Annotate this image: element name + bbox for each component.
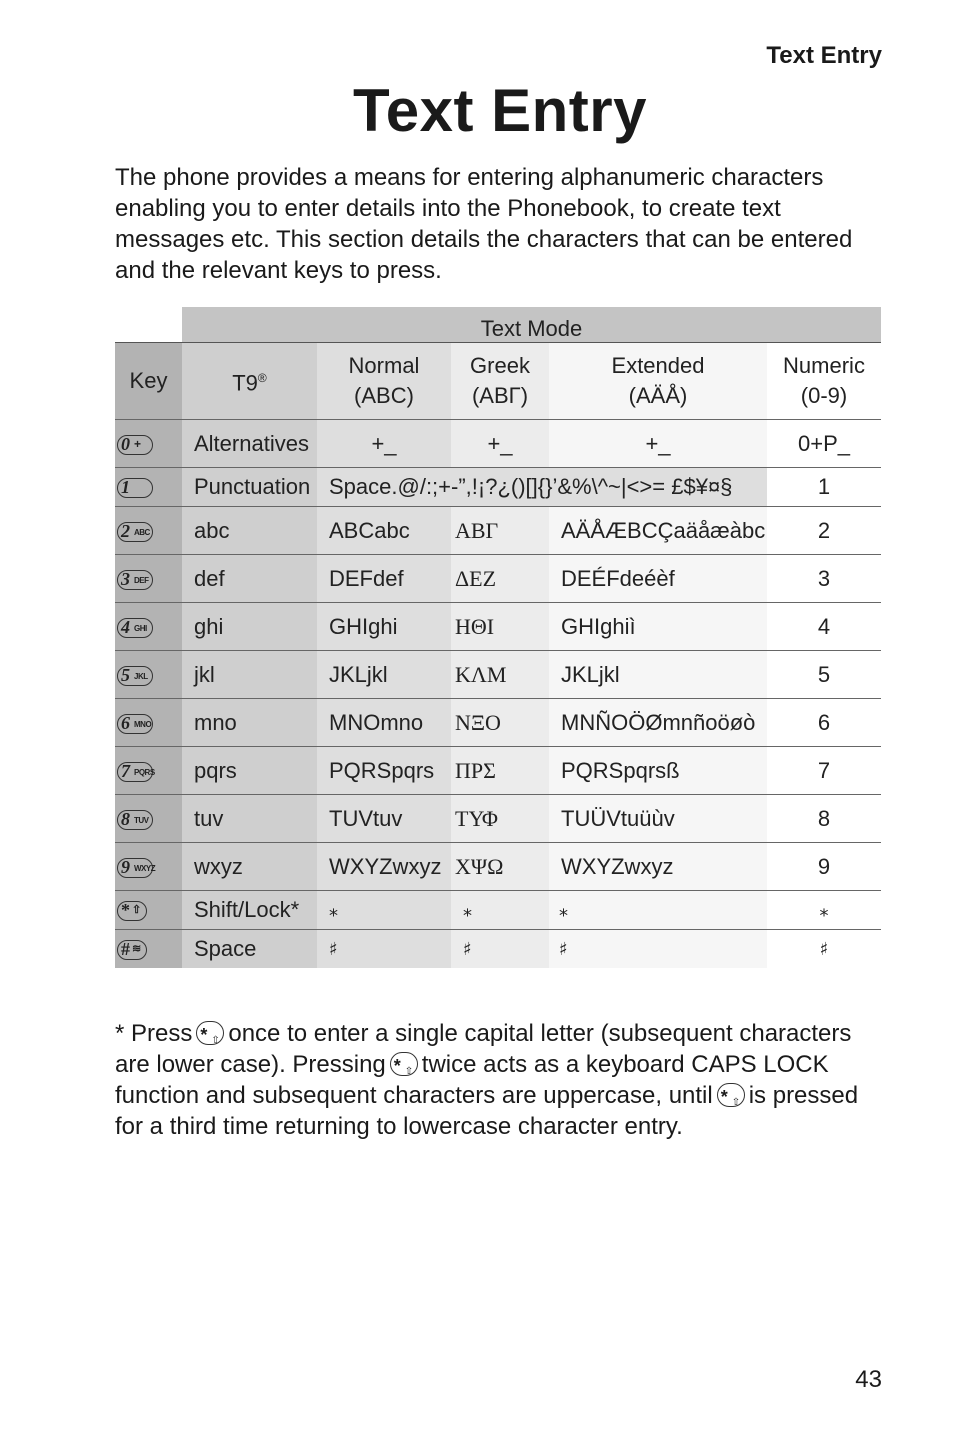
key-hash-icon: # ≋ bbox=[117, 940, 147, 960]
star-key-icon: * ⇧ bbox=[717, 1083, 745, 1107]
hash-symbol-icon: ♯ bbox=[317, 930, 451, 969]
key-9-icon: 9 WXYZ bbox=[117, 858, 153, 878]
table-row: 3 DEF def DEFdef ΔΕΖ DEÉFdeéèf 3 bbox=[115, 555, 881, 603]
key-4-icon: 4 GHI bbox=[117, 618, 153, 638]
table-row: 4 GHI ghi GHIghi ΗΘΙ GHIghiì 4 bbox=[115, 603, 881, 651]
page-number: 43 bbox=[855, 1366, 882, 1393]
star-symbol-icon: ⁎ bbox=[317, 891, 451, 930]
table-row: 1 Punctuation Space.@/:;+-”,!¡?¿()[]{}’&%\^~|<>= £$¥¤§ 1 bbox=[115, 468, 881, 507]
running-header: Text Entry bbox=[766, 42, 882, 69]
star-symbol-icon: ⁎ bbox=[549, 891, 767, 930]
table-row: * ⇧ Shift/Lock* ⁎ ⁎ ⁎ ⁎ bbox=[115, 891, 881, 930]
key-7-icon: 7 PQRS bbox=[117, 762, 153, 782]
col-header-normal: Normal (ABC) bbox=[317, 343, 451, 420]
table-row: # ≋ Space ♯ ♯ ♯ ♯ bbox=[115, 930, 881, 969]
table-row: 9 WXYZ wxyz WXYZwxyz ΧΨΩ WXYZwxyz 9 bbox=[115, 843, 881, 891]
key-5-icon: 5 JKL bbox=[117, 666, 153, 686]
page-title: Text Entry bbox=[353, 77, 647, 144]
col-header-greek: Greek (ΑΒΓ) bbox=[451, 343, 549, 420]
star-key-icon: * ⇧ bbox=[196, 1021, 224, 1045]
blank-corner bbox=[115, 307, 182, 343]
key-2-icon: 2 ABC bbox=[117, 522, 153, 542]
table-row: 7 PQRS pqrs PQRSpqrs ΠΡΣ PQRSpqrsß 7 bbox=[115, 747, 881, 795]
intro-paragraph: The phone provides a means for entering alphanumeric characters enabling you to enter details into the Phonebook, to create text messages etc. This section details the characters that can be entered and the relevant keys to press. bbox=[115, 164, 853, 284]
key-star-icon: * ⇧ bbox=[117, 901, 147, 921]
key-6-icon: 6 MNO bbox=[117, 714, 153, 734]
key-8-icon: 8 TUV bbox=[117, 810, 153, 830]
key-0-icon: 0 + bbox=[117, 435, 153, 455]
col-header-t9: T9® bbox=[182, 343, 317, 420]
hash-symbol-icon: ♯ bbox=[767, 930, 881, 969]
col-header-key: Key bbox=[115, 343, 182, 420]
hash-symbol-icon: ♯ bbox=[549, 930, 767, 969]
star-key-icon: * ⇧ bbox=[390, 1052, 418, 1076]
table-row: 2 ABC abc ABCabc ΑΒΓ AÄÅÆBCÇaäåæàbc 2 bbox=[115, 507, 881, 555]
table-row: 8 TUV tuv TUVtuv ΤΥΦ TUÜVtuüùv 8 bbox=[115, 795, 881, 843]
footnote: * Press * ⇧ once to enter a single capital letter (subsequent characters are lower case). Pressing * ⇧ twice acts as a keyboard CAPS LOCK function and subsequent characters are uppercase, until * ⇧ is pressed for a third time returning to lowercase character entry. bbox=[115, 1020, 859, 1140]
key-1-icon: 1 bbox=[117, 478, 153, 498]
col-header-numeric: Numeric (0-9) bbox=[767, 343, 881, 420]
col-header-extended: Extended (AÄÅ) bbox=[549, 343, 767, 420]
table-row: 0 + Alternatives +_ +_ +_ 0+P_ bbox=[115, 420, 881, 468]
table-row: 5 JKL jkl JKLjkl ΚΛΜ JKLjkl 5 bbox=[115, 651, 881, 699]
star-symbol-icon: ⁎ bbox=[767, 891, 881, 930]
text-entry-table bbox=[115, 307, 881, 968]
text-mode-header: Text Mode bbox=[182, 307, 881, 343]
punctuation-cell: Space.@/:;+-”,!¡?¿()[]{}’&%\^~|<>= £$¥¤§ bbox=[317, 468, 767, 507]
star-symbol-icon: ⁎ bbox=[451, 891, 549, 930]
key-3-icon: 3 DEF bbox=[117, 570, 153, 590]
table-row: 6 MNO mno MNOmno ΝΞΟ MNÑOÖØmnñoöøò 6 bbox=[115, 699, 881, 747]
hash-symbol-icon: ♯ bbox=[451, 930, 549, 969]
